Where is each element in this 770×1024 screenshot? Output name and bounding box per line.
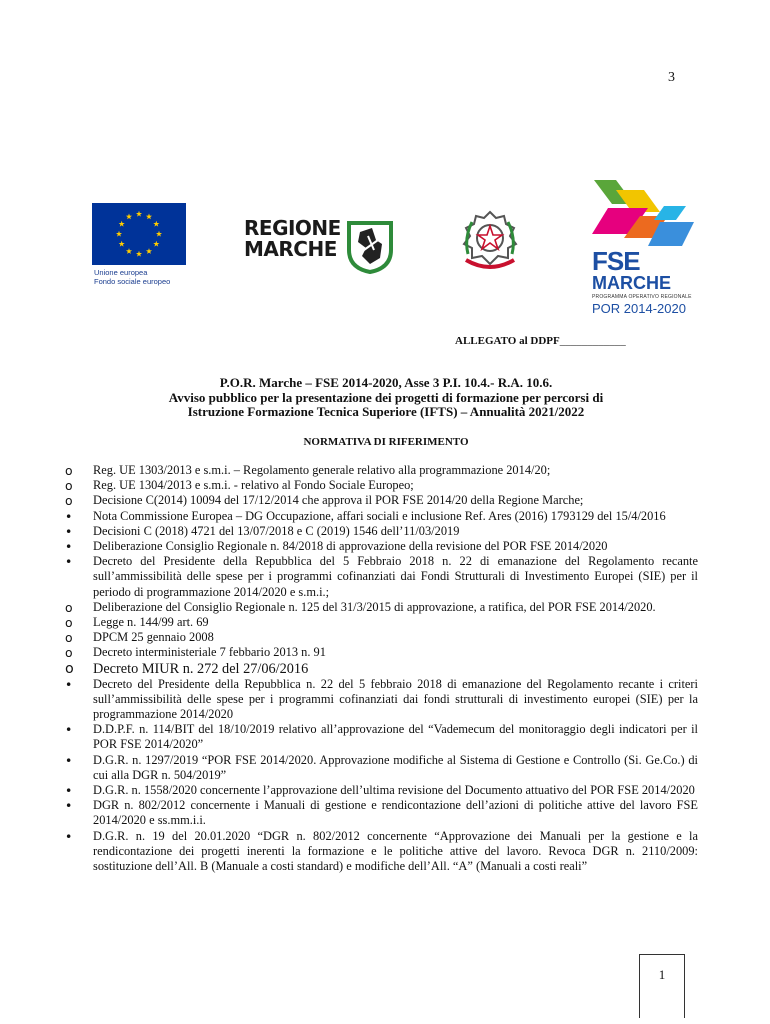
allegato-line xyxy=(455,335,626,347)
fse-marche-logo xyxy=(590,176,700,316)
eu-caption-line: Unione europea xyxy=(94,268,148,277)
list-item-text: Decisioni C (2018) 4721 del 13/07/2018 e C (2019) 1546 dell’11/03/2019 xyxy=(93,523,460,538)
list-item-text: D.D.P.F. n. 114/BIT del 18/10/2019 relativo all’approvazione del “Vademecum del monitoraggio degli indicatori per il POR FSE 2014/2020” xyxy=(93,722,698,752)
list-item xyxy=(64,798,698,828)
title-line: Avviso pubblico per la presentazione dei progetti di formazione per percorsi di xyxy=(168,389,604,405)
dot-bullet-icon: • xyxy=(65,828,73,844)
list-item xyxy=(64,661,698,677)
marche-shield-icon xyxy=(346,220,394,274)
circle-bullet-icon: o xyxy=(65,630,73,646)
dot-bullet-icon: • xyxy=(65,508,73,524)
list-item-text: Legge n. 144/99 art. 69 xyxy=(93,615,209,630)
circle-bullet-icon: o xyxy=(65,660,74,677)
list-item-text: D.G.R. n. 1297/2019 “POR FSE 2014/2020. Approvazione modifiche al Sistema di Gestione e Controllo (Si. Ge.Co.) di cui alla DGR n. 504/2019” xyxy=(93,752,698,782)
eu-logo xyxy=(92,203,186,286)
list-item xyxy=(64,509,698,524)
list-item xyxy=(64,493,698,508)
list-item xyxy=(64,539,698,554)
fse-logo-por: POR 2014-2020 xyxy=(592,301,686,316)
fse-logo-subtitle: MARCHE xyxy=(592,273,671,293)
circle-bullet-icon: o xyxy=(65,478,73,494)
footer-page-box xyxy=(639,954,685,1018)
list-item-text: Reg. UE 1304/2013 e s.m.i. - relativo al Fondo Sociale Europeo; xyxy=(93,478,414,493)
list-item xyxy=(64,524,698,539)
list-item xyxy=(64,829,698,875)
list-item xyxy=(64,753,698,783)
dot-bullet-icon: • xyxy=(65,752,73,768)
circle-bullet-icon: o xyxy=(65,645,73,661)
list-item xyxy=(64,677,698,723)
list-item-text: D.G.R. n. 1558/2020 concernente l’approvazione dell’ultima revisione del Documento attuativo del POR FSE 2014/2020 xyxy=(93,783,695,798)
dot-bullet-icon: • xyxy=(65,783,73,799)
list-item xyxy=(64,554,698,600)
list-item-text: Nota Commissione Europea – DG Occupazione, affari sociali e inclusione Ref. Ares (2016) 1793129 del 15/4/2016 xyxy=(93,508,666,523)
list-item-text: DPCM 25 gennaio 2008 xyxy=(93,630,214,645)
list-item-text: D.G.R. n. 19 del 20.01.2020 “DGR n. 802/2012 concernente “Approvazione dei Manuali per la gestione e la rendicontazione dei progetti inerenti la formazione e le politiche attive del lavoro. Revoca DGR n. 2110/2009: sostituzione dell’All. B (Manuale a costi standard) e modifiche dell’All. “A” (Manuali a costi reali” xyxy=(93,828,698,874)
header-page-number: 3 xyxy=(668,70,675,85)
dot-bullet-icon: • xyxy=(65,554,73,570)
circle-bullet-icon: o xyxy=(65,463,73,478)
circle-bullet-icon: o xyxy=(65,493,73,509)
dot-bullet-icon: • xyxy=(65,676,73,692)
allegato-label: ALLEGATO al DDPF xyxy=(455,335,560,347)
list-item xyxy=(64,478,698,493)
dot-bullet-icon: • xyxy=(65,798,73,814)
list-item-text: Decisione C(2014) 10094 del 17/12/2014 che approva il POR FSE 2014/20 della Regione Marche; xyxy=(93,493,584,508)
list-item xyxy=(64,783,698,798)
list-item-text: Decreto interministeriale 7 febbario 2013 n. 91 xyxy=(93,645,326,660)
allegato-blank: ____________ xyxy=(559,335,626,347)
dot-bullet-icon: • xyxy=(65,523,73,539)
dot-bullet-icon: • xyxy=(65,722,73,738)
regione-marche-logo xyxy=(244,218,394,276)
footer-page-number: 1 xyxy=(658,967,666,982)
fse-logo-title: FSE xyxy=(592,246,640,276)
list-item-text: Decreto del Presidente della Repubblica n. 22 del 5 febbraio 2018 di emanazione del Regolamento recante i criteri sull’ammissibilità delle spese per i programmi cofinanziati dai fondi strutturali di investimento europei (SIE) per la programmazione 2014/2020 xyxy=(93,676,698,722)
list-item xyxy=(64,645,698,660)
regione-logo-line: MARCHE xyxy=(244,237,337,261)
list-item-text: Deliberazione del Consiglio Regionale n. 125 del 31/3/2015 di approvazione, a ratifica, del POR FSE 2014/2020. xyxy=(93,599,656,614)
fse-arrow-icon xyxy=(590,176,700,252)
reference-list xyxy=(64,463,698,874)
regione-logo-line: REGIONE xyxy=(244,216,341,240)
list-item xyxy=(64,600,698,615)
section-heading: NORMATIVA DI RIFERIMENTO xyxy=(303,436,469,448)
list-item-text: Reg. UE 1303/2013 e s.m.i. – Regolamento generale relativo alla programmazione 2014/20; xyxy=(93,463,551,477)
list-item xyxy=(64,630,698,645)
list-item xyxy=(64,615,698,630)
title-line: P.O.R. Marche – FSE 2014-2020, Asse 3 P.I. 10.4.- R.A. 10.6. xyxy=(219,375,553,390)
list-item-text: Decreto del Presidente della Repubblica del 5 Febbraio 2018 n. 22 di emanazione del Regolamento recante sull’ammissibilità delle spese per i programmi cofinanziati dai Fondi Strutturali di Investimento Europei (SIE) per il periodo di programmazione 2014/2020 e s.m.i.; xyxy=(93,554,698,599)
circle-bullet-icon: o xyxy=(65,615,73,631)
circle-bullet-icon: o xyxy=(65,599,73,615)
list-item-text: Decreto MIUR n. 272 del 27/06/2016 xyxy=(93,660,309,677)
eu-caption-line: Fondo sociale europeo xyxy=(94,277,171,286)
eu-flag-icon xyxy=(92,203,186,265)
dot-bullet-icon: • xyxy=(65,539,73,555)
document-title xyxy=(92,376,680,420)
italian-republic-emblem-icon xyxy=(458,208,522,278)
list-item-text: Deliberazione Consiglio Regionale n. 84/2018 di approvazione della revisione del POR FSE 2014/2020 xyxy=(93,539,608,554)
list-item xyxy=(64,722,698,752)
fse-logo-program: PROGRAMMA OPERATIVO REGIONALE xyxy=(592,294,692,300)
list-item-text: DGR n. 802/2012 concernente i Manuali di gestione e rendicontazione dell’azioni di politiche attive del lavoro FSE 2014/2020 e ss.mm.i.i. xyxy=(93,798,698,828)
list-item xyxy=(64,463,698,478)
title-line: Istruzione Formazione Tecnica Superiore (IFTS) – Annualità 2021/2022 xyxy=(187,404,585,419)
